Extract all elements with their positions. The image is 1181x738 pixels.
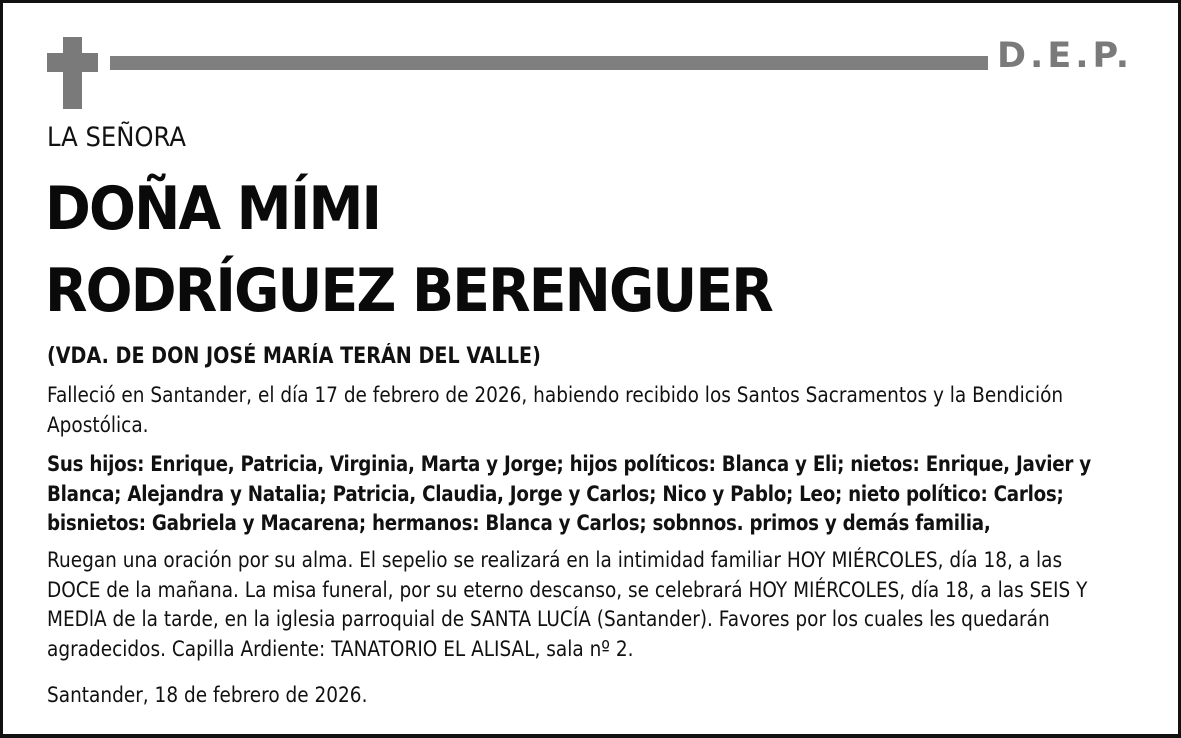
dep-label: D.E.P. (997, 36, 1134, 76)
family-paragraph: Sus hijos: Enrique, Patricia, Virginia, Marta y Jorge; hijos políticos: Blanca y Eli; nietos: Enrique, Javier y Blanca; Alejandra y Natalia; Patricia, Claudia, Jorge y Carlos; Nico y Pablo; Leo; nieto político: Carlos; bisnietos: Gabriela y Macarena; hermanos: Blanca y Carlos; sobnnos. primos y demás familia, (47, 452, 1091, 536)
death-paragraph: Falleció en Santander, el día 17 de febrero de 2026, habiendo recibido los Santos Sacramentos y la Bendición Apostólica. (47, 383, 1064, 438)
deceased-name-line2: RODRÍGUEZ BERENGUER (45, 256, 772, 326)
deceased-name-line1: DOÑA MÍMI (45, 174, 381, 244)
service-paragraph: Ruegan una oración por su alma. El sepelio se realizará en la intimidad familiar HOY MIÉRCOLES, día 18, a las DOCE de la mañana. La misa funeral, por su eterno descanso, se celebrará HOY MIÉRCOLES, día 18, a las SEIS Y MEDlA de la tarde, en la iglesia parroquial de SANTA LUCÍA (Santander). Favores por los cuales les quedarán agradecidos. Capilla Ardiente: TANATORIO EL ALISAL, sala nº 2. (47, 548, 1088, 662)
intro-label: LA SEÑORA (47, 122, 187, 153)
header-rule (110, 56, 988, 70)
cross-icon (47, 37, 98, 109)
widow-of-line: (VDA. DE DON JOSÉ MARÍA TERÁN DEL VALLE) (47, 344, 541, 369)
closing-line: Santander, 18 de febrero de 2026. (47, 683, 368, 708)
